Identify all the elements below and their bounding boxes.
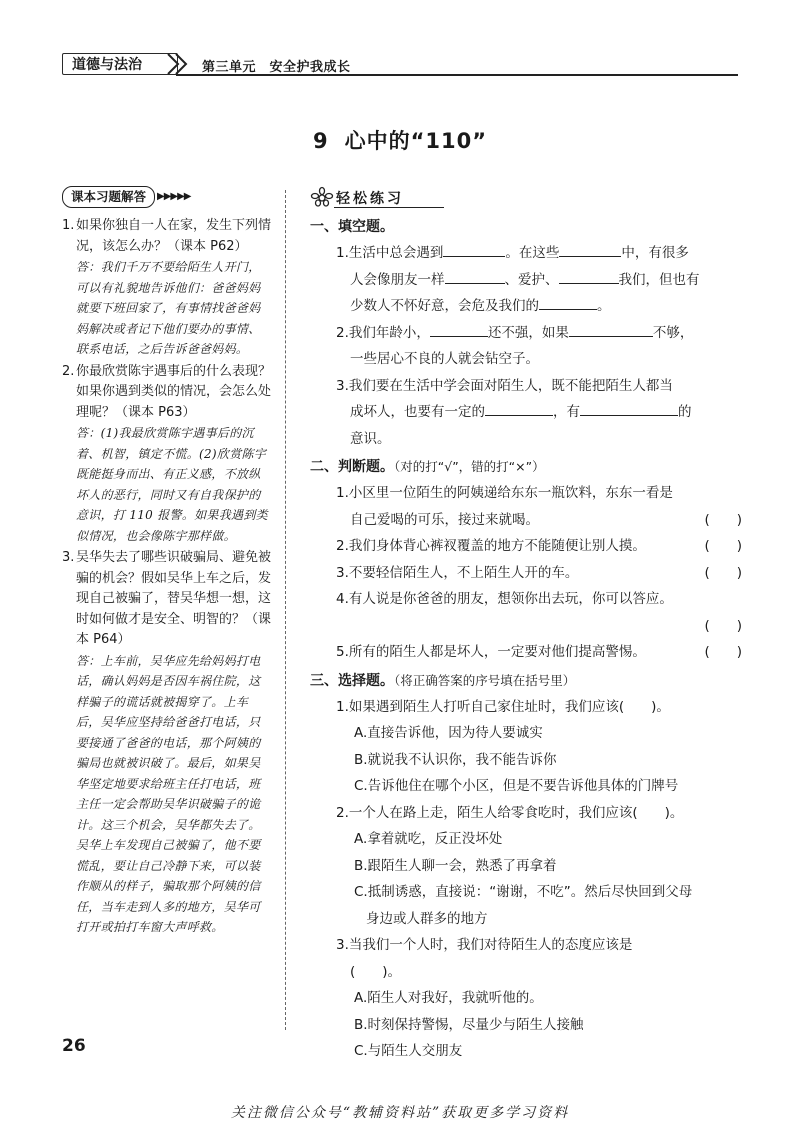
page-header xyxy=(62,48,738,78)
choice-question-1: 1.如果遇到陌生人打听自己家住址时，我们应该( )。 xyxy=(336,698,670,715)
choice-option[interactable]: A.拿着就吃，反正没坏处 xyxy=(354,831,503,847)
answer-blank[interactable] xyxy=(559,268,619,284)
judge-question-2: 2.我们身体背心裤衩覆盖的地方不能随便让别人摸。 ( ) xyxy=(310,533,742,560)
answer-paren[interactable]: ( ) xyxy=(704,617,742,634)
unit-title: 第三单元 安全护我成长 xyxy=(202,60,351,75)
judge-question-4: 4.有人说是你爸爸的朋友，想领你出去玩，你可以答应。 xyxy=(336,591,673,607)
choice-question-3-paren: ( )。 xyxy=(350,963,402,980)
judgement-title: 二、判断题。（对的打“√”，错的打“×”） xyxy=(310,459,545,475)
choice-option[interactable]: B.就说我不认识你，我不能告诉你 xyxy=(354,751,557,768)
choice-option[interactable]: B.时刻保持警惕，尽量少与陌生人接触 xyxy=(354,1016,584,1033)
answer-paren[interactable]: ( ) xyxy=(704,538,742,554)
answer-blank[interactable] xyxy=(539,294,597,310)
column-divider xyxy=(285,190,286,1030)
lesson-title-text: 心中的“110” xyxy=(344,129,488,153)
choice-option[interactable]: A.陌生人对我好，我就听他的。 xyxy=(354,990,543,1006)
choice-option[interactable]: C.抵制诱惑，直接说：“谢谢，不吃”。然后尽快回到父母 xyxy=(354,884,693,900)
answer-text-1: 答：我们千万不要给陌生人开门，可以有礼貌地告诉他们：爸爸妈妈就要下班回家了，有事情找爸爸妈妈解决或者记下他们要办的事情、联系电话，之后告诉爸爸妈妈。 xyxy=(76,260,261,356)
choice-option[interactable]: C.与陌生人交朋友 xyxy=(354,1043,463,1059)
choice-option-cont: 身边或人群多的地方 xyxy=(366,910,488,927)
lesson-number: 9 xyxy=(312,129,329,153)
header-rule xyxy=(176,74,738,76)
footer-note: 关注微信公众号“教辅资料站”获取更多学习资料 xyxy=(230,1105,570,1121)
judge-question-3: 3.不要轻信陌生人，不上陌生人开的车。 ( ) xyxy=(310,560,742,587)
choice-option[interactable]: C.告诉他住在哪个小区，但是不要告诉他具体的门牌号 xyxy=(354,778,679,794)
answer-blank[interactable] xyxy=(559,241,621,257)
choice-question-2: 2.一个人在路上走，陌生人给零食吃时，我们应该( )。 xyxy=(336,804,684,821)
answer-text-2: 答：(1)我最欣赏陈宇遇事后的沉着、机智，镇定不慌。(2)欣赏陈宇既能挺身而出、有正义感，不放纵坏人的恶行，同时又有自我保护的意识，打 110 报警。如果我遇到类似情况，也会像陈宇那样做。 xyxy=(76,426,268,543)
choice-title: 三、选择题。（将正确答案的序号填在括号里） xyxy=(310,672,576,689)
answer-question-3: 3. 吴华失去了哪些识破骗局、避免被骗的机会？假如吴华上车之后，发现自己被骗了，替吴华想一想，这时如何做才是安全、明智的？（课本 P64） xyxy=(62,550,272,647)
fill-question-3: 3.我们要在生活中学会面对陌生人，既不能把陌生人都当 xyxy=(336,377,673,394)
fill-question-1: 1.生活中总会遇到 。在这些 中，有很多 xyxy=(310,240,742,267)
flower-icon xyxy=(310,186,336,208)
textbook-answers-header xyxy=(62,186,272,208)
textbook-answers-badge: 课本习题解答 xyxy=(62,186,155,208)
answer-blank[interactable] xyxy=(485,400,553,416)
fill-question-2: 2.我们年龄小， 还不强，如果 不够， xyxy=(310,320,742,347)
practice-header xyxy=(310,186,742,210)
answer-blank[interactable] xyxy=(445,268,505,284)
practice-section: 轻松练习 一、填空题。 1.生活中总会遇到 。在这些 中，有很多 人会像朋友一样 、爱护、 我们，但也有 少数人不怀好意，会危及我们的 。 2.我们年龄小， 还不强，如果 不够， 一些居心不良的人就会钻空子。 3.我们要在生活中学会面对陌生人，既不能把陌生人都当 成坏人，也要有一定的 ，有 的 意识。 二、判断题。（对的打“√”，错的打“×”） 1.小区里一位陌生的阿姨递给东东一瓶饮料，东东一看是 自己爱喝的可乐，接过来就喝。 ( ) 2.我们身体背心裤衩覆盖的地方不能随便让别人摸。 ( ) 3.不要轻信陌生人，不上陌生人开的车。 ( ) 4.有人说是你爸爸的朋友，想领你出去玩，你可以答应。 ( ) 5.所有的陌生人都是坏人，一定要对他们提高警惕。 ( ) 三、选择题。（将正确答案的序号填在括号里） 1.如果遇到陌生人打听自己家住址时，我们应该( )。 A.直接告诉他，因为待人要诚实 B.就说我不认识你，我不能告诉你 C.告诉他住在哪个小区，但是不要告诉他具体的门牌号 2.一个人在路上走，陌生人给零食吃时，我们应该( )。 A.拿着就吃，反正没坏处 B.跟陌生人聊一会，熟悉了再拿着 C.抵制诱惑，直接说：“谢谢，不吃”。然后尽快回到父母 身边或人群多的地方 3.当我们一个人时，我们对待陌生人的态度应该是 ( )。 A.陌生人对我好，我就听他的。 B.时刻保持警惕，尽量少与陌生人接触 C.与陌生人交朋友 xyxy=(310,186,742,1065)
answer-paren[interactable]: ( ) xyxy=(704,564,742,581)
choice-question-3: 3.当我们一个人时，我们对待陌生人的态度应该是 xyxy=(336,937,633,953)
answer-question-1: 1. 如果你独自一人在家，发生下列情况，该怎么办？（课本 P62） xyxy=(62,218,272,254)
page-number: 26 xyxy=(62,1036,86,1056)
choice-option[interactable]: A.直接告诉他，因为待人要诚实 xyxy=(354,725,543,741)
choice-option[interactable]: B.跟陌生人聊一会，熟悉了再拿着 xyxy=(354,857,557,874)
subject-label: 道德与法治 xyxy=(62,53,178,75)
lesson-title xyxy=(0,125,800,155)
judge-question-1: 1.小区里一位陌生的阿姨递给东东一瓶饮料，东东一看是 xyxy=(336,485,673,501)
answer-blank[interactable] xyxy=(443,241,505,257)
fill-blank-title: 一、填空题。 xyxy=(310,219,394,235)
answer-blank[interactable] xyxy=(430,321,488,337)
textbook-answers xyxy=(62,186,272,940)
answer-text-3: 答：上车前，吴华应先给妈妈打电话，确认妈妈是否因车祸住院，这样骗子的谎话就被揭穿了。上车后，吴华应坚持给爸爸打电话，只要接通了爸爸的电话，那个阿姨的骗局也就被识破了。最后，如果吴华坚定地要求给班主任打电话，班主任一定会帮助吴华识破骗子的诡计。这三个机会，吴华都失去了。吴华上车发现自己被骗了，他不要慌乱，要让自己冷静下来，可以装作顺从的样子，骗取那个阿姨的信任，当车走到人多的地方，吴华可打开或拍打车窗大声呼救。 xyxy=(76,653,261,934)
answer-blank[interactable] xyxy=(569,321,653,337)
judge-question-5: 5.所有的陌生人都是坏人，一定要对他们提高警惕。 ( ) xyxy=(310,639,742,666)
arrows-icon: ▶▶▶▶▶ xyxy=(157,191,191,202)
answer-question-2: 2. 你最欣赏陈宇遇事后的什么表现？如果你遇到类似的情况，会怎么处理呢？（课本 P63） xyxy=(62,363,272,420)
answer-paren[interactable]: ( ) xyxy=(704,511,742,528)
practice-title: 轻松练习 xyxy=(336,191,404,207)
answer-blank[interactable] xyxy=(580,400,678,416)
answer-paren[interactable]: ( ) xyxy=(704,644,742,660)
